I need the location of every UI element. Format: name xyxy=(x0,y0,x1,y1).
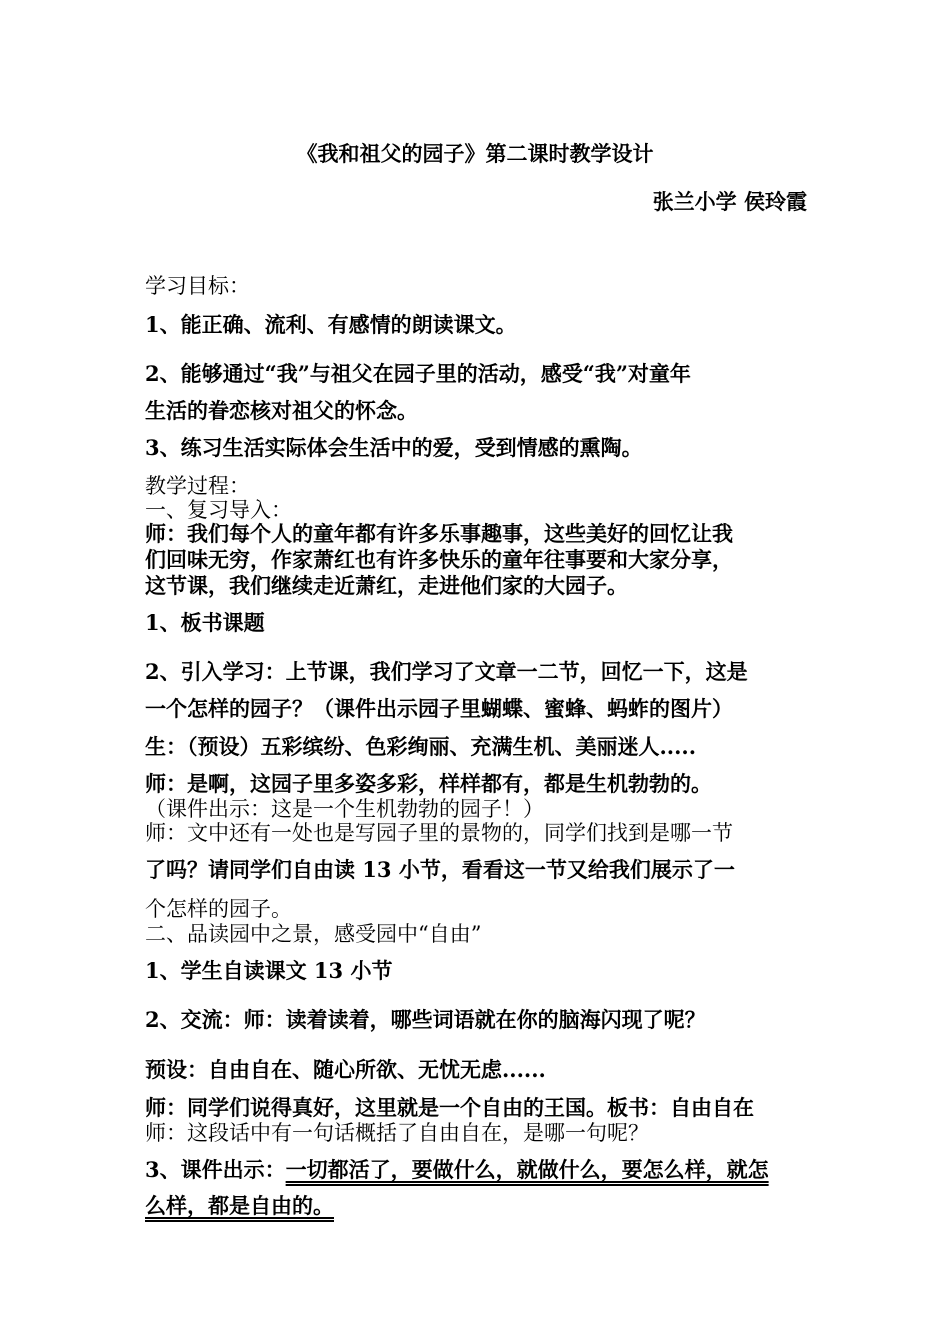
section-heading-goals: 学习目标： xyxy=(145,274,250,298)
section-heading-process: 教学过程： xyxy=(145,474,250,498)
item-3-prefix: 3、课件出示： xyxy=(145,1157,286,1182)
teacher-reply: 师：是啊，这园子里多姿多彩，样样都有，都是生机勃勃的。 xyxy=(145,771,712,796)
author-line: 张兰小学 侯玲霞 xyxy=(652,189,807,214)
student-answer: 生：（预设）五彩缤纷、色彩绚丽、充满生机、美丽迷人..... xyxy=(145,734,697,759)
teacher-paragraph-line-1: 师：我们每个人的童年都有许多乐事趣事，这些美好的回忆让我 xyxy=(145,521,733,546)
goal-2-line-1: 2、能够通过“我”与祖父在园子里的活动，感受“我”对童年 xyxy=(145,361,691,386)
preset-answer: 预设：自由自在、随心所欲、无忧无虑...... xyxy=(145,1057,546,1082)
quoted-sentence-part-2: 么样，都是自由的。 xyxy=(145,1193,334,1218)
item-2-discuss: 2、交流：师：读着读着，哪些词语就在你的脑海闪现了呢？ xyxy=(145,1007,706,1032)
step-1-heading: 一、复习导入： xyxy=(145,498,292,522)
courseware-note: （课件出示：这是一个生机勃勃的园子！） xyxy=(145,797,544,821)
teacher-paragraph-line-3: 这节课，我们继续走近萧红，走进他们家的大园子。 xyxy=(145,573,628,598)
document-title: 《我和祖父的园子》第二课时教学设计 xyxy=(296,141,654,166)
item-1-read: 1、学生自读课文 13 小节 xyxy=(145,958,393,983)
teacher-question-line-1: 师：文中还有一处也是写园子里的景物的，同学们找到是哪一节 xyxy=(145,821,733,845)
item-3-line-1 xyxy=(145,1157,769,1183)
teacher-paragraph-line-2: 们回味无穷，作家萧红也有许多快乐的童年往事要和大家分享， xyxy=(145,547,733,572)
teacher-question-line-3: 个怎样的园子。 xyxy=(145,897,292,921)
item-1-board: 1、板书课题 xyxy=(145,610,265,635)
goal-2-line-2: 生活的眷恋核对祖父的怀念。 xyxy=(145,398,418,423)
item-3-line-2 xyxy=(145,1193,334,1219)
goal-3: 3、练习生活实际体会生活中的爱，受到情感的熏陶。 xyxy=(145,435,643,460)
teacher-praise: 师：同学们说得真好，这里就是一个自由的王国。板书：自由自在 xyxy=(145,1095,754,1120)
goal-1: 1、能正确、流利、有感情的朗读课文。 xyxy=(145,312,517,337)
teacher-question-line-2: 了吗？请同学们自由读 13 小节，看看这一节又给我们展示了一 xyxy=(145,857,735,882)
item-2-line-1: 2、引入学习：上节课，我们学习了文章一二节，回忆一下，这是 xyxy=(145,659,748,684)
item-2-line-2: 一个怎样的园子？（课件出示园子里蝴蝶、蜜蜂、蚂蚱的图片） xyxy=(145,696,733,721)
teacher-ask: 师：这段话中有一句话概括了自由自在，是哪一句呢？ xyxy=(145,1121,649,1145)
step-2-heading: 二、品读园中之景，感受园中“自由” xyxy=(145,922,482,946)
quoted-sentence-part-1: 一切都活了，要做什么，就做什么，要怎么样，就怎 xyxy=(285,1157,769,1182)
